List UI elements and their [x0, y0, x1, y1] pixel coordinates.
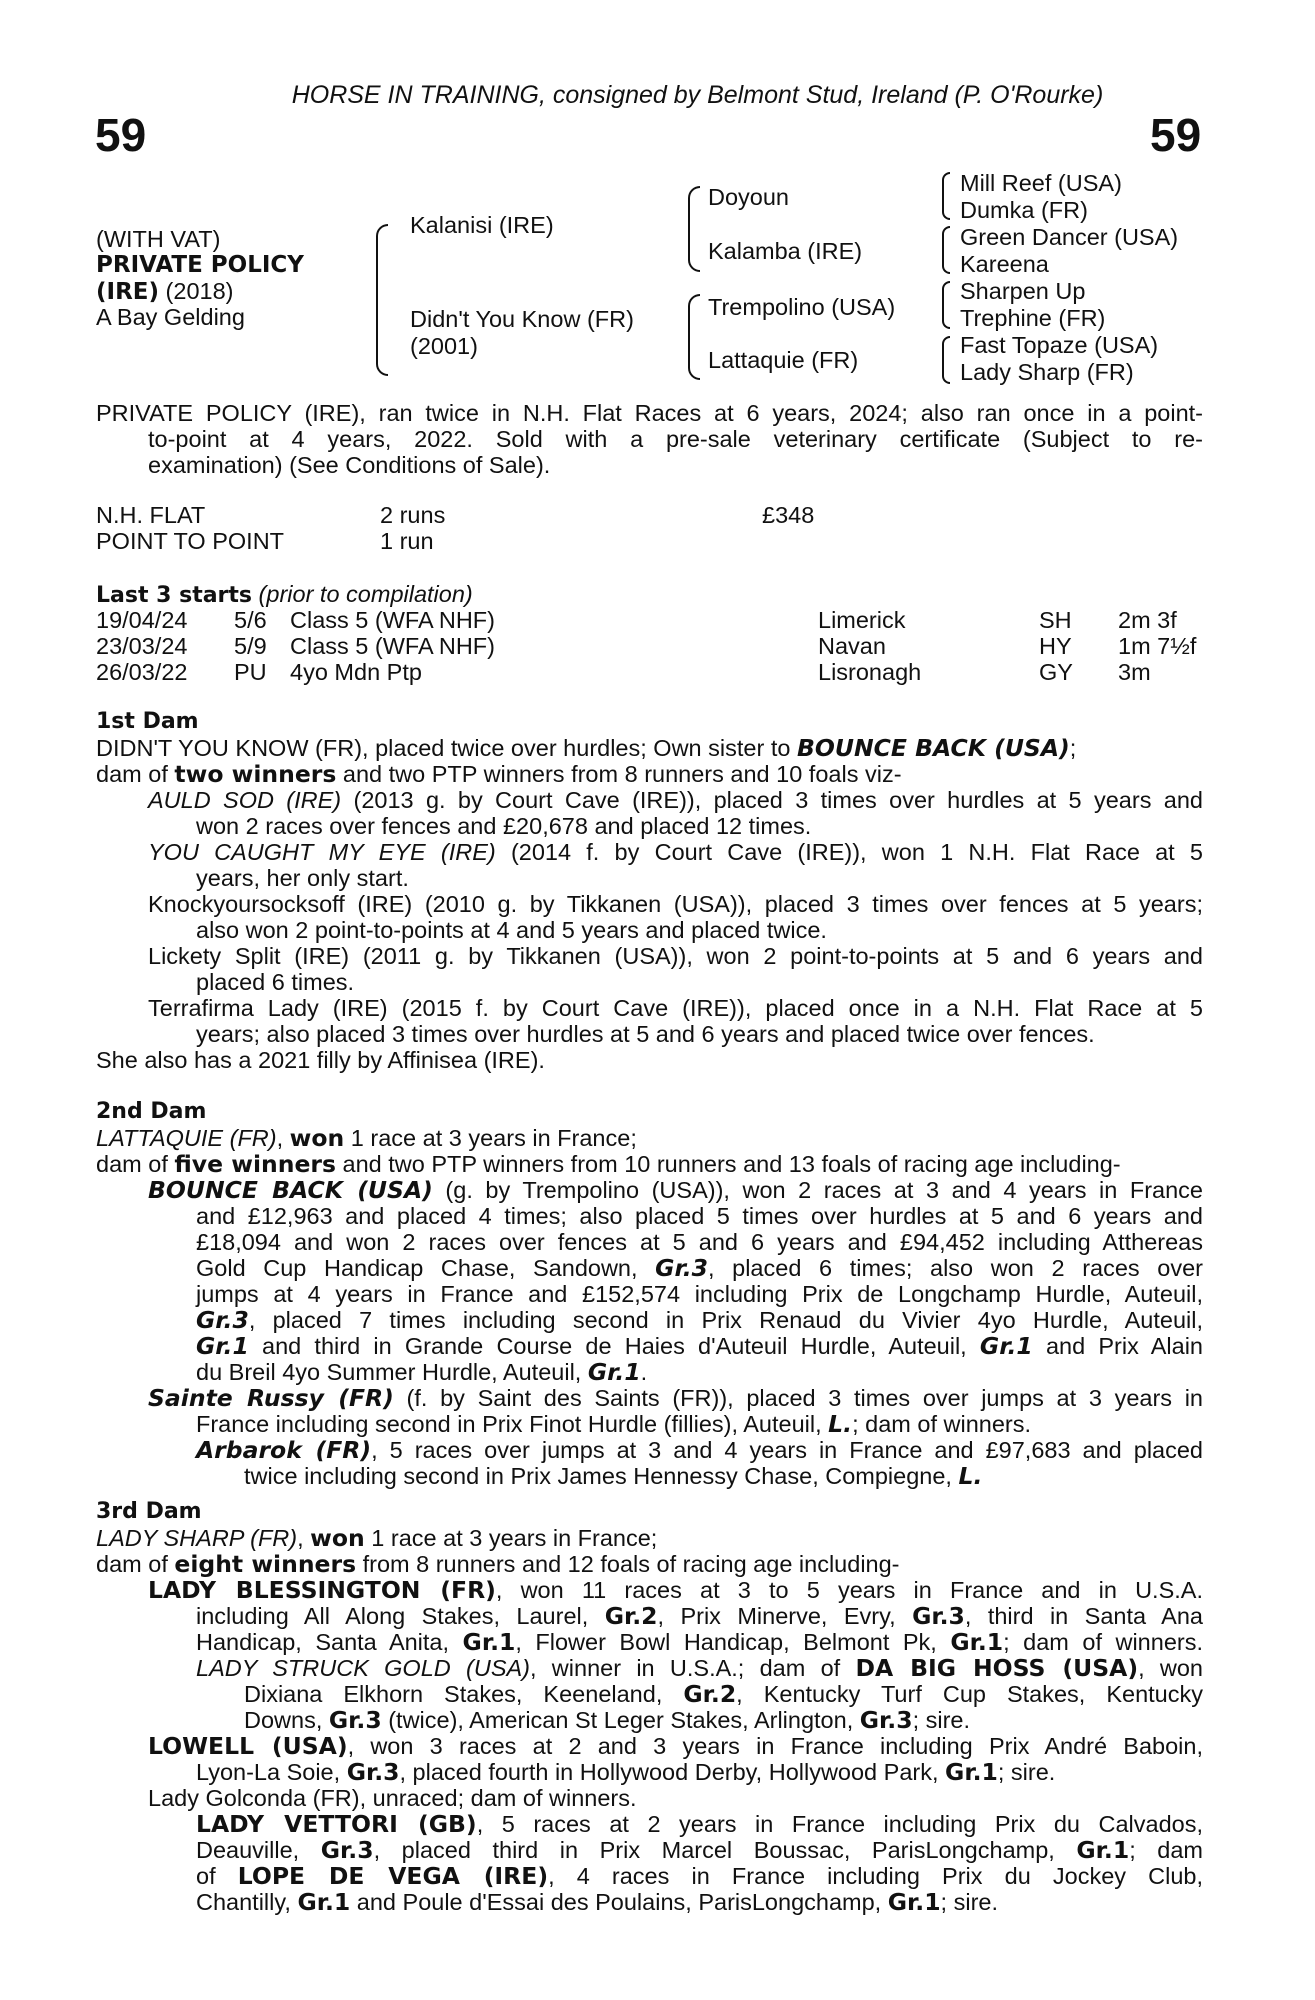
progeny-line: [148, 1811, 1203, 1837]
progeny-line: [148, 787, 1203, 813]
text: Gold Cup Handicap Chase, Sandown,: [196, 1255, 656, 1281]
horse-name: YOU CAUGHT MY EYE (IRE): [148, 839, 496, 865]
grade: Gr.1: [297, 1888, 351, 1916]
text: , placed third in Prix Marcel Boussac, ParisLongchamp,: [373, 1837, 1077, 1863]
dam-year: (2001): [410, 333, 478, 359]
start-date: 26/03/22: [96, 659, 188, 685]
text: ; dam of winners.: [1003, 1629, 1203, 1655]
progeny-line: placed 6 times.: [196, 969, 355, 995]
text: dam of: [96, 761, 175, 787]
grade: Gr.1: [945, 1758, 998, 1786]
start-position: 5/6: [234, 607, 267, 633]
text: ,: [297, 1525, 311, 1551]
text: , won: [1138, 1655, 1203, 1681]
grade: Gr.3: [655, 1254, 708, 1282]
vat-label: (WITH VAT): [96, 226, 221, 252]
horse-name: LOPE DE VEGA (IRE): [237, 1862, 549, 1890]
start-position: PU: [234, 659, 267, 685]
race-summary: [96, 400, 1203, 478]
progeny-line: Knockyoursocksoff (IRE) (2010 g. by Tikkanen (USA)), placed 3 times over fences at 5 years;: [148, 891, 1203, 917]
lot-number-left: 59: [95, 109, 147, 161]
text: .: [640, 1359, 648, 1385]
record-type: N.H. FLAT: [96, 502, 206, 528]
horse-name: BOUNCE BACK (USA): [796, 734, 1070, 762]
grade: Gr.1: [979, 1332, 1033, 1360]
summary-line: examination) (See Conditions of Sale).: [148, 452, 551, 478]
start-going: HY: [1039, 633, 1072, 659]
dam-line: [96, 1151, 1203, 1177]
progeny-line: [148, 1603, 1203, 1629]
text: ,: [276, 1125, 290, 1151]
text: Downs,: [244, 1707, 329, 1733]
text: (g. by Trempolino (USA)), won 2 races at 3 and 4 years in France: [432, 1177, 1203, 1203]
horse-name: BOUNCE BACK (USA): [148, 1176, 433, 1204]
progeny-line: [148, 1577, 1203, 1603]
progeny-line: Terrafirma Lady (IRE) (2015 f. by Court Cave (IRE)), placed once in a N.H. Flat Race at 5: [148, 995, 1203, 1021]
dam-line: [96, 761, 1203, 787]
text: Dixiana Elkhorn Stakes, Keeneland,: [244, 1681, 684, 1707]
record-runs: 1 run: [380, 528, 434, 554]
grade: Gr.1: [1076, 1836, 1130, 1864]
start-date: 23/03/24: [96, 633, 188, 659]
progeny-line: [148, 839, 1203, 865]
record-runs: 2 runs: [380, 502, 446, 528]
text: Handicap, Santa Anita,: [196, 1629, 463, 1655]
text: of: [196, 1863, 238, 1889]
ds-dam: Trephine (FR): [960, 305, 1106, 331]
text: , placed fourth in Hollywood Derby, Hollywood Park,: [399, 1759, 946, 1785]
progeny-line: [148, 1255, 1203, 1281]
progeny-line: [148, 1733, 1203, 1759]
sire: Kalanisi (IRE): [410, 212, 554, 238]
progeny-line: won 2 races over fences and £20,678 and placed 12 times.: [196, 813, 812, 839]
horse-name: LOWELL (USA): [148, 1732, 348, 1760]
third-dam-title: 3rd Dam: [96, 1499, 202, 1524]
progeny-line: [148, 1307, 1203, 1333]
text: and third in Grande Course de Haies d'Auteuil Hurdle, Auteuil,: [248, 1333, 980, 1359]
grade: Gr.3: [320, 1836, 374, 1864]
progeny-line: [148, 1681, 1203, 1707]
start-course: Limerick: [818, 607, 906, 633]
ds-sire: Sharpen Up: [960, 278, 1086, 304]
text: won: [310, 1524, 365, 1552]
start-course: Navan: [818, 633, 886, 659]
ss-sire: Mill Reef (USA): [960, 170, 1122, 196]
start-race: 4yo Mdn Ptp: [290, 659, 422, 685]
grade: L.: [828, 1410, 853, 1438]
summary-line: to-point at 4 years, 2022. Sold with a pre-sale veterinary certificate (Subject to re-: [148, 426, 1203, 452]
last-starts-title: Last 3 starts: [96, 583, 253, 608]
dam-also-note: She also has a 2021 filly by Affinisea (IRE).: [96, 1047, 545, 1073]
text: , placed 6 times; also won 2 races over: [707, 1255, 1203, 1281]
start-distance: 2m 3f: [1118, 607, 1177, 633]
text: dam of: [96, 1551, 175, 1577]
text: from 8 runners and 12 foals of racing age including-: [356, 1551, 900, 1577]
grade: Gr.3: [912, 1602, 965, 1630]
pedigree-brace-sire: [688, 186, 700, 272]
grade: Gr.3: [346, 1758, 400, 1786]
second-dam-section: [96, 1125, 1203, 1177]
start-race: Class 5 (WFA NHF): [290, 607, 495, 633]
summary-line: PRIVATE POLICY (IRE), ran twice in N.H. Flat Races at 6 years, 2024; also ran once in a point-: [96, 400, 1203, 426]
text: , 4 races in France including Prix du Jockey Club,: [548, 1863, 1203, 1889]
text: (f. by Saint des Saints (FR)), placed 3 times over jumps at 3 years in: [393, 1385, 1203, 1411]
dam-line: [96, 1551, 1203, 1577]
text: , 5 races over jumps at 3 and 4 years in France and £97,683 and placed: [371, 1437, 1203, 1463]
grade: Gr.3: [859, 1706, 913, 1734]
text: (2014 f. by Court Cave (IRE)), won 1 N.H. Flat Race at 5: [495, 839, 1203, 865]
text: ; dam: [1129, 1837, 1203, 1863]
grade: Gr.3: [328, 1706, 382, 1734]
text: won: [289, 1124, 345, 1152]
text: , placed 7 times including second in Prix Renaud du Vivier 4yo Hurdle, Auteuil,: [248, 1307, 1203, 1333]
progeny-line: [148, 1889, 1203, 1915]
progeny-line: Lickety Split (IRE) (2011 g. by Tikkanen (USA)), won 2 point-to-points at 5 and 6 years and: [148, 943, 1203, 969]
grade: Gr.1: [462, 1628, 516, 1656]
grade: L.: [958, 1462, 983, 1490]
progeny-line: Lady Golconda (FR), unraced; dam of winners.: [148, 1785, 637, 1811]
text: France including second in Prix Finot Hurdle (fillies), Auteuil,: [196, 1411, 829, 1437]
text: du Breil 4yo Summer Hurdle, Auteuil,: [196, 1359, 588, 1385]
grade: Gr.2: [604, 1602, 658, 1630]
third-dam-section: [96, 1525, 1203, 1577]
start-position: 5/9: [234, 633, 267, 659]
start-race: Class 5 (WFA NHF): [290, 633, 495, 659]
pedigree-brace-dam: [688, 294, 700, 380]
horse-name: AULD SOD (IRE): [148, 787, 342, 813]
dam-dam: Lattaquie (FR): [708, 347, 859, 373]
horse-name: LADY STRUCK GOLD (USA): [196, 1655, 530, 1681]
pedigree-brace-main: [376, 224, 388, 376]
start-going: SH: [1039, 607, 1072, 633]
winners-count: eight winners: [174, 1550, 357, 1578]
start-distance: 3m: [1118, 659, 1151, 685]
horse-country: (IRE): [96, 279, 160, 305]
grade: Gr.2: [683, 1680, 737, 1708]
text: Lyon-La Soie,: [196, 1759, 347, 1785]
dam: Didn't You Know (FR): [410, 306, 634, 332]
sire-dam: Kalamba (IRE): [708, 238, 863, 264]
dam-line: [96, 1525, 1203, 1551]
progeny-line: £18,094 and won 2 races over fences at 5 and 6 years and £94,452 including Atthereas: [196, 1229, 1203, 1255]
grade: Gr.1: [196, 1332, 249, 1360]
text: , third in Santa Ana: [964, 1603, 1203, 1629]
text: Chantilly,: [196, 1889, 298, 1915]
text: , Kentucky Turf Cup Stakes, Kentucky: [736, 1681, 1204, 1707]
text: , won 3 races at 2 and 3 years in France including Prix André Baboin,: [347, 1733, 1203, 1759]
progeny-line: [148, 1177, 1203, 1203]
progeny-line: [148, 1759, 1203, 1785]
pedigree-brace-ss: [942, 172, 950, 220]
dd-dam: Lady Sharp (FR): [960, 359, 1134, 385]
start-going: GY: [1039, 659, 1073, 685]
grade: Gr.3: [196, 1306, 249, 1334]
text: twice including second in Prix James Hennessy Chase, Compiegne,: [244, 1463, 959, 1489]
grade: Gr.1: [887, 1888, 941, 1916]
text: , winner in U.S.A.; dam of: [530, 1655, 856, 1681]
text: Deauville,: [196, 1837, 321, 1863]
horse-name: LATTAQUIE (FR): [96, 1125, 277, 1151]
horse-name: LADY BLESSINGTON (FR): [148, 1576, 496, 1604]
text: 1 race at 3 years in France;: [344, 1125, 637, 1151]
progeny-list: [148, 1577, 1203, 1915]
ss-dam: Dumka (FR): [960, 197, 1088, 223]
record-type: POINT TO POINT: [96, 528, 285, 554]
progeny-line: jumps at 4 years in France and £152,574 including Prix de Longchamp Hurdle, Auteuil,: [196, 1281, 1203, 1307]
pedigree-brace-sd: [942, 226, 950, 274]
text: , won 11 races at 3 to 5 years in France and in U.S.A.: [495, 1577, 1203, 1603]
progeny-line: [148, 1707, 1203, 1733]
record-prize: £348: [762, 502, 815, 528]
progeny-line: [148, 1837, 1203, 1863]
dam-line: [96, 1125, 1203, 1151]
text: , Flower Bowl Handicap, Belmont Pk,: [515, 1629, 951, 1655]
first-dam-section: [96, 735, 1203, 787]
horse-description: A Bay Gelding: [96, 304, 245, 330]
text: ; sire.: [997, 1759, 1056, 1785]
horse-name: PRIVATE POLICY: [96, 252, 304, 278]
sire-sire: Doyoun: [708, 184, 789, 210]
progeny-line: years, her only start.: [196, 865, 409, 891]
dam-sire: Trempolino (USA): [708, 294, 896, 320]
sd-dam: Kareena: [960, 251, 1049, 277]
text: ; dam of winners.: [852, 1411, 1032, 1437]
text: dam of: [96, 1151, 175, 1177]
lot-number-right: 59: [1150, 109, 1202, 161]
progeny-line: [148, 1863, 1203, 1889]
progeny-list: [148, 1177, 1203, 1489]
progeny-line: [148, 1359, 1203, 1385]
text: DIDN'T YOU KNOW (FR), placed twice over hurdles; Own sister to: [96, 735, 797, 761]
text: 1 race at 3 years in France;: [364, 1525, 658, 1551]
text: (twice), American St Leger Stakes, Arlington,: [381, 1707, 860, 1733]
text: (2013 g. by Court Cave (IRE)), placed 3 times over hurdles at 5 years and: [341, 787, 1203, 813]
winners-count: two winners: [174, 760, 337, 788]
horse-name: Arbarok (FR): [196, 1436, 372, 1464]
progeny-line: years; also placed 3 times over hurdles at 5 and 6 years and placed twice over fences.: [196, 1021, 1095, 1047]
text: ; sire.: [940, 1889, 999, 1915]
text: and Prix Alain: [1032, 1333, 1203, 1359]
progeny-line: [148, 1629, 1203, 1655]
progeny-list: [148, 787, 1203, 1047]
start-course: Lisronagh: [818, 659, 922, 685]
horse-name: LADY SHARP (FR): [96, 1525, 298, 1551]
text: including All Along Stakes, Laurel,: [196, 1603, 605, 1629]
text: , 5 races at 2 years in France including Prix du Calvados,: [476, 1811, 1203, 1837]
horse-year: (2018): [159, 278, 234, 304]
progeny-line: [148, 1333, 1203, 1359]
winners-count: five winners: [174, 1150, 336, 1178]
consignment-header: HORSE IN TRAINING, consigned by Belmont Stud, Ireland (P. O'Rourke): [291, 81, 1104, 109]
text: and Poule d'Essai des Poulains, ParisLongchamp,: [350, 1889, 888, 1915]
text: ;: [1069, 735, 1077, 761]
text: and two PTP winners from 8 runners and 10 foals viz-: [336, 761, 902, 787]
pedigree-brace-dd: [942, 336, 950, 384]
progeny-line: [148, 1411, 1203, 1437]
horse-name-suffix-line: [96, 278, 233, 305]
dam-line: [96, 735, 1203, 761]
progeny-line: [148, 1437, 1203, 1463]
text: ; sire.: [912, 1707, 971, 1733]
start-distance: 1m 7½f: [1118, 633, 1197, 659]
progeny-line: and £12,963 and placed 4 times; also placed 5 times over hurdles at 5 and 6 years and: [196, 1203, 1203, 1229]
pedigree-brace-ds: [942, 281, 950, 329]
text: , Prix Minerve, Evry,: [657, 1603, 913, 1629]
dd-sire: Fast Topaze (USA): [960, 332, 1159, 358]
last-starts-note: (prior to compilation): [252, 581, 473, 607]
second-dam-title: 2nd Dam: [96, 1099, 207, 1124]
first-dam-title: 1st Dam: [96, 709, 199, 734]
progeny-line: [148, 1385, 1203, 1411]
grade: Gr.1: [587, 1358, 641, 1386]
sd-sire: Green Dancer (USA): [960, 224, 1179, 250]
horse-name: Sainte Russy (FR): [148, 1384, 394, 1412]
horse-name: DA BIG HOSS (USA): [855, 1654, 1139, 1682]
grade: Gr.1: [950, 1628, 1004, 1656]
progeny-line: [148, 1655, 1203, 1681]
progeny-line: [148, 1463, 1203, 1489]
horse-name: LADY VETTORI (GB): [196, 1810, 477, 1838]
last-starts-heading: [96, 581, 473, 609]
progeny-line: also won 2 point-to-points at 4 and 5 years and placed twice.: [196, 917, 827, 943]
text: and two PTP winners from 10 runners and 13 foals of racing age including-: [335, 1151, 1121, 1177]
start-date: 19/04/24: [96, 607, 188, 633]
